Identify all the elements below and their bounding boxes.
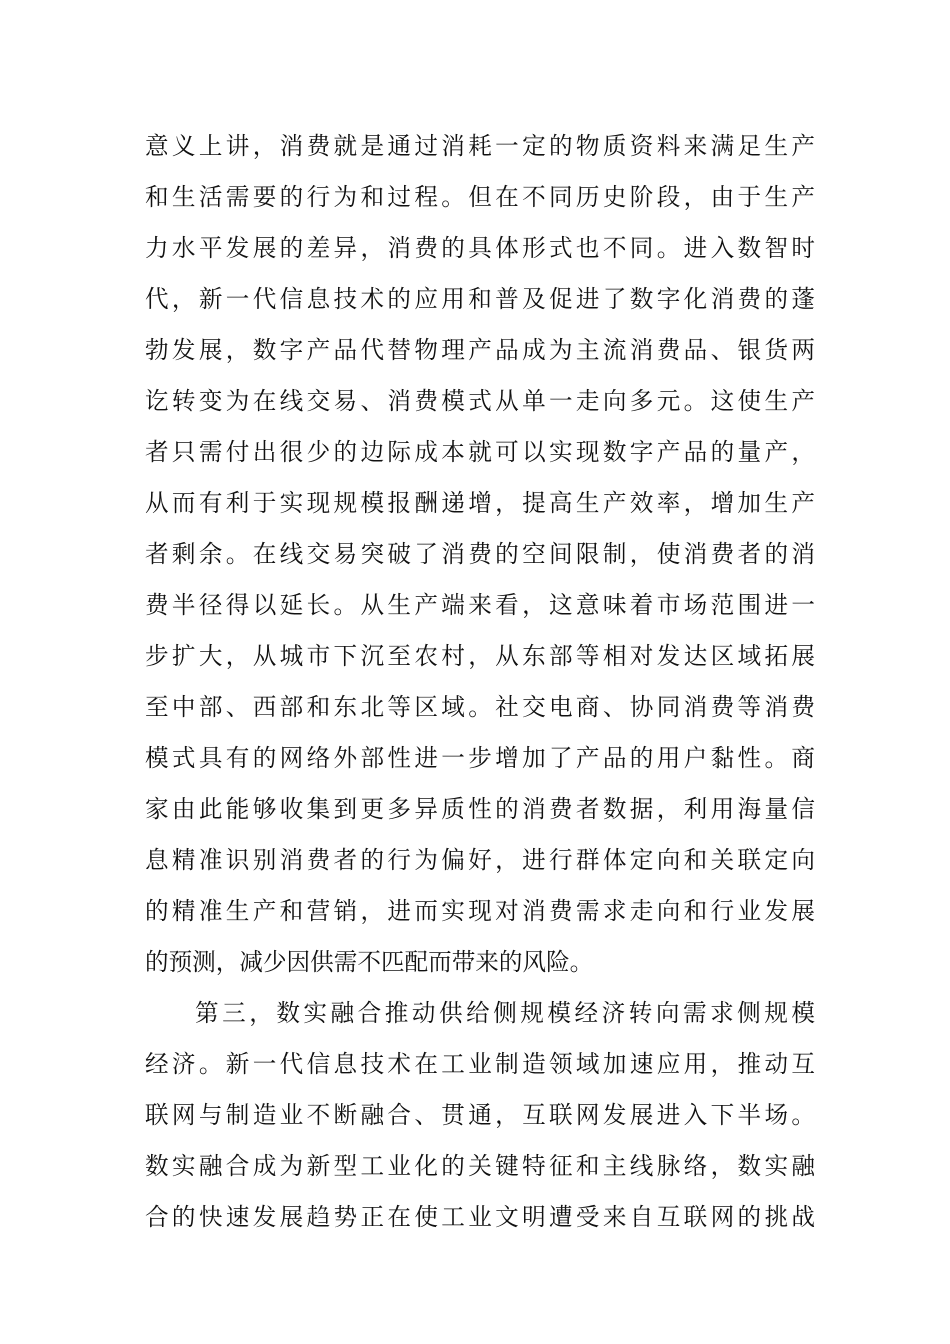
text-line: 息精准识别消费者的行为偏好，进行群体定向和关联定向 <box>145 846 815 874</box>
text-line: 力水平发展的差异，消费的具体形式也不同。进入数智时 <box>145 234 815 262</box>
text-line: 勃发展，数字产品代替物理产品成为主流消费品、银货两 <box>145 336 815 364</box>
text-line: 至中部、西部和东北等区域。社交电商、协同消费等消费 <box>145 693 815 721</box>
text-line: 步扩大，从城市下沉至农村，从东部等相对发达区域拓展 <box>145 642 815 670</box>
body-text <box>145 121 815 1243</box>
text-line: 家由此能够收集到更多异质性的消费者数据，利用海量信 <box>145 795 815 823</box>
text-line: 联网与制造业不断融合、贯通，互联网发展进入下半场。 <box>145 1101 815 1129</box>
text-line: 模式具有的网络外部性进一步增加了产品的用户黏性。商 <box>145 744 815 772</box>
paragraph-third-point <box>145 988 815 1243</box>
text-line: 的精准生产和营销，进而实现对消费需求走向和行业发展 <box>145 897 815 925</box>
text-line: 者只需付出很少的边际成本就可以实现数字产品的量产， <box>145 438 815 466</box>
text-line: 者剩余。在线交易突破了消费的空间限制，使消费者的消 <box>145 540 815 568</box>
text-line: 费半径得以延长。从生产端来看，这意味着市场范围进一 <box>145 591 815 619</box>
text-line: 经济。新一代信息技术在工业制造领域加速应用，推动互 <box>145 1050 815 1078</box>
text-line: 的预测，减少因供需不匹配而带来的风险。 <box>145 948 594 976</box>
text-line: 和生活需要的行为和过程。但在不同历史阶段，由于生产 <box>145 183 815 211</box>
paragraph-continued <box>145 121 815 988</box>
text-line: 讫转变为在线交易、消费模式从单一走向多元。这使生产 <box>145 387 815 415</box>
text-line: 第三，数实融合推动供给侧规模经济转向需求侧规模 <box>195 999 815 1027</box>
text-line: 意义上讲，消费就是通过消耗一定的物质资料来满足生产 <box>145 132 815 160</box>
text-line: 从而有利于实现规模报酬递增，提高生产效率，增加生产 <box>145 489 815 517</box>
text-line: 合的快速发展趋势正在使工业文明遭受来自互联网的挑战 <box>145 1203 815 1231</box>
text-line: 代，新一代信息技术的应用和普及促进了数字化消费的蓬 <box>145 285 815 313</box>
text-line: 数实融合成为新型工业化的关键特征和主线脉络，数实融 <box>145 1152 815 1180</box>
